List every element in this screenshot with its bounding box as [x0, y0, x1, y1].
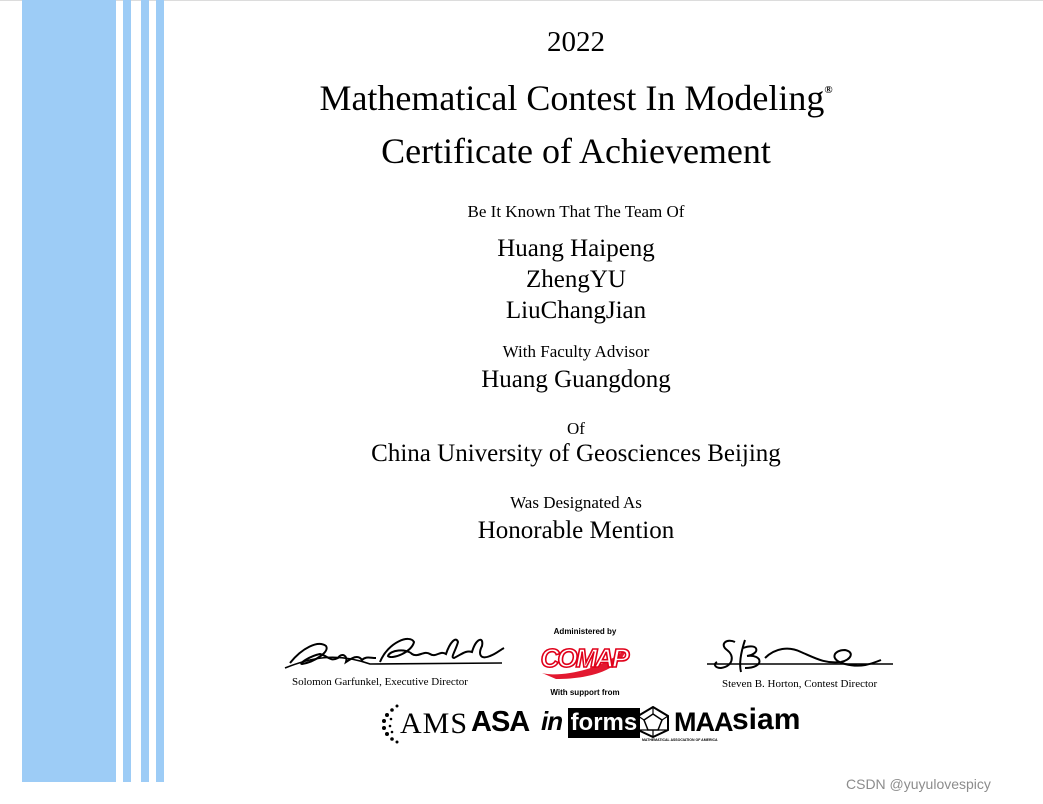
comap-logo — [536, 639, 632, 685]
asa-logo: ASA — [471, 706, 530, 738]
certificate-title: Certificate of Achievement — [381, 131, 771, 171]
informs-logo — [541, 706, 640, 740]
intro-text: Be It Known That The Team Of — [467, 202, 685, 221]
ams-dots-icon — [381, 702, 401, 744]
signature-right-image — [705, 634, 900, 678]
ams-logo — [381, 702, 469, 744]
maa-logo — [636, 706, 733, 746]
signature-left-image — [280, 628, 515, 676]
administered-by-label: Administered by — [553, 627, 617, 636]
advisor-name: Huang Guangdong — [481, 366, 671, 393]
certificate-year: 2022 — [547, 26, 605, 58]
team-member: LiuChangJian — [505, 297, 647, 324]
decorative-stripe-3 — [156, 0, 164, 782]
decorative-stripe-2 — [141, 0, 149, 782]
informs-logo-text: in — [541, 706, 563, 736]
csdn-watermark: CSDN @yuyulovespicy — [846, 776, 991, 792]
maa-polyhedron-icon — [636, 706, 670, 738]
svg-text:COMAP: COMAP — [540, 643, 628, 673]
signature-caption-right: Steven B. Horton, Contest Director — [722, 678, 878, 690]
designation-label: Was Designated As — [510, 493, 642, 512]
award-designation: Honorable Mention — [477, 517, 675, 544]
decorative-stripe-wide — [22, 0, 116, 782]
registered-mark: ® — [824, 84, 833, 96]
siam-logo: siam — [732, 703, 801, 736]
of-label: Of — [567, 419, 585, 438]
contest-title-text: Mathematical Contest In Modeling — [319, 78, 825, 118]
support-label: With support from — [550, 688, 620, 697]
team-member: ZhengYU — [526, 266, 626, 293]
maa-logo-text: MAA — [674, 707, 733, 737]
informs-logo-box: forms — [568, 708, 641, 738]
advisor-label: With Faculty Advisor — [502, 342, 650, 361]
maa-subtitle: MATHEMATICAL ASSOCIATION OF AMERICA — [642, 738, 718, 742]
decorative-stripe-1 — [123, 0, 131, 782]
signature-caption-left: Solomon Garfunkel, Executive Director — [292, 676, 468, 688]
institution-name: China University of Geosciences Beijing — [371, 440, 781, 467]
team-member: Huang Haipeng — [497, 235, 655, 262]
ams-logo-text: AMS — [400, 707, 469, 740]
contest-title — [170, 77, 982, 119]
